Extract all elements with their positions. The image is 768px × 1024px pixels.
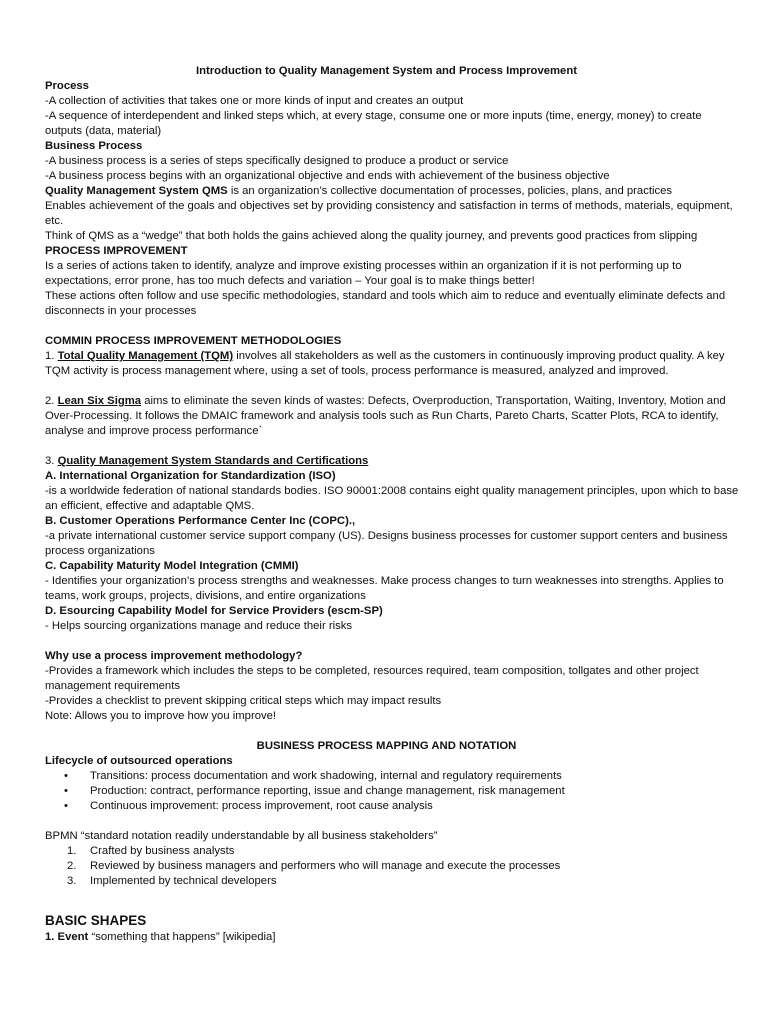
business-process-heading: Business Process	[45, 140, 143, 152]
copc-line: -a private international customer service support company (US). Designs business processes for customer support centers and business	[45, 530, 728, 542]
basic-shapes-heading: BASIC SHAPES	[45, 913, 147, 928]
list-item-text: Implemented by technical developers	[90, 875, 277, 887]
lss-item	[45, 394, 728, 409]
event-label: 1. Event	[45, 931, 89, 943]
cmmi-line: teams, work groups, projects, divisions, and entire organizations	[45, 590, 366, 602]
copc-line: process organizations	[45, 545, 155, 557]
tqm-text-cont: TQM activity is process management where, using a set of tools, process performance is measured, analyzed and improved.	[45, 365, 669, 377]
lss-number: 2.	[45, 395, 55, 407]
tqm-item	[45, 349, 728, 364]
process-improvement-line: expectations, error prone, has too much defects and variation – Your goal is to make things better!	[45, 275, 535, 287]
list-item	[45, 769, 728, 784]
lss-text-cont: analyse and improve process performance`	[45, 425, 263, 437]
bullet-marker: •	[64, 785, 68, 797]
process-line: outputs (data, material)	[45, 125, 162, 137]
list-item	[45, 859, 728, 874]
iso-heading: A. International Organization for Standardization (ISO)	[45, 470, 336, 482]
lss-text-cont: Over-Processing. It follows the DMAIC framework and analysis tools such as Run Charts, Pareto Charts, Scatter Plots, RCA to identify,	[45, 410, 719, 422]
tqm-text: involves all stakeholders as well as the customers in continuously improving product quality. A key	[233, 350, 725, 362]
methodologies-heading: COMMIN PROCESS IMPROVEMENT METHODOLOGIES	[45, 335, 342, 347]
list-item-text: Continuous improvement: process improvement, root cause analysis	[90, 800, 433, 812]
iso-line: an efficient, effective and adaptable QMS.	[45, 500, 255, 512]
list-number: 3.	[67, 875, 77, 887]
process-heading: Process	[45, 80, 89, 92]
list-number: 2.	[67, 860, 77, 872]
list-item-text: Crafted by business analysts	[90, 845, 235, 857]
escm-line: - Helps sourcing organizations manage and reduce their risks	[45, 620, 353, 632]
qms-standards-item	[45, 454, 728, 469]
iso-line: -is a worldwide federation of national standards bodies. ISO 90001:2008 contains eight quality management principles, upon which to base	[45, 485, 739, 497]
bpmn-numbered-list	[45, 844, 728, 889]
cmmi-heading: C. Capability Maturity Model Integration (CMMI)	[45, 560, 299, 572]
lss-name: Lean Six Sigma	[57, 395, 142, 407]
qms-definition-text: is an organization’s collective documentation of processes, policies, plans, and practices	[227, 185, 673, 197]
copc-heading: B. Customer Operations Performance Center Inc (COPC).,	[45, 515, 356, 527]
process-improvement-heading: PROCESS IMPROVEMENT	[45, 245, 188, 257]
cmmi-line: - Identifies your organization’s process strengths and weaknesses. Make process changes to turn weaknesses into strengths. Applies to	[45, 575, 724, 587]
process-improvement-line: These actions often follow and use specific methodologies, standard and tools which aim to reduce and eventually eliminate defects and	[45, 290, 726, 302]
qms-term: Quality Management System QMS	[45, 185, 228, 197]
process-improvement-line: Is a series of actions taken to identify, analyze and improve existing processes within an organization if it is not performing up to	[45, 260, 682, 272]
list-item	[45, 784, 728, 799]
lifecycle-list	[45, 769, 728, 814]
process-line: -A sequence of interdependent and linked steps which, at every stage, consume one or more inputs (time, energy, money) to create	[45, 110, 702, 122]
bullet-marker: •	[64, 800, 68, 812]
event-text: “something that happens” [wikipedia]	[88, 931, 276, 943]
tqm-number: 1.	[45, 350, 55, 362]
why-line: Note: Allows you to improve how you improve!	[45, 710, 277, 722]
bpmn-section-title: BUSINESS PROCESS MAPPING AND NOTATION	[256, 740, 517, 752]
qms-standards-name: Quality Management System Standards and Certifications	[57, 455, 369, 467]
process-line: -A collection of activities that takes one or more kinds of input and creates an output	[45, 95, 464, 107]
escm-heading: D. Esourcing Capability Model for Service Providers (escm-SP)	[45, 605, 383, 617]
list-number: 1.	[67, 845, 77, 857]
why-line: -Provides a framework which includes the steps to be completed, resources required, team composition, tollgates and other project	[45, 665, 699, 677]
qms-line: Enables achievement of the goals and objectives set by providing consistency and satisfaction in terms of methods, materials, equipment,	[45, 200, 733, 212]
event-line	[45, 930, 728, 945]
business-process-line: -A business process is a series of steps specifically designed to produce a product or service	[45, 155, 509, 167]
document-title: Introduction to Quality Management System and Process Improvement	[195, 65, 578, 77]
list-item	[45, 874, 728, 889]
list-item	[45, 844, 728, 859]
list-item	[45, 799, 728, 814]
why-line: management requirements	[45, 680, 181, 692]
business-process-line: -A business process begins with an organizational objective and ends with achievement of the business objective	[45, 170, 610, 182]
qms-line: Think of QMS as a “wedge” that both holds the gains achieved along the quality journey, and prevents good practices from slipping	[45, 230, 698, 242]
lss-text: aims to eliminate the seven kinds of wastes: Defects, Overproduction, Transportation, Waiting, Inventory, Motion and	[141, 395, 726, 407]
list-item-text: Reviewed by business managers and performers who will manage and execute the processes	[90, 860, 561, 872]
list-item-text: Transitions: process documentation and work shadowing, internal and regulatory requirements	[90, 770, 562, 782]
why-heading: Why use a process improvement methodology?	[45, 650, 303, 662]
why-line: -Provides a checklist to prevent skipping critical steps which may impact results	[45, 695, 442, 707]
list-item-text: Production: contract, performance reporting, issue and change management, risk management	[90, 785, 565, 797]
bpmn-line: BPMN “standard notation readily understandable by all business stakeholders”	[45, 830, 438, 842]
qms-line: etc.	[45, 215, 64, 227]
qms-definition	[45, 184, 728, 199]
bullet-marker: •	[64, 770, 68, 782]
qms-standards-number: 3.	[45, 455, 55, 467]
lifecycle-heading: Lifecycle of outsourced operations	[45, 755, 233, 767]
process-improvement-line: disconnects in your processes	[45, 305, 197, 317]
tqm-name: Total Quality Management (TQM)	[57, 350, 234, 362]
